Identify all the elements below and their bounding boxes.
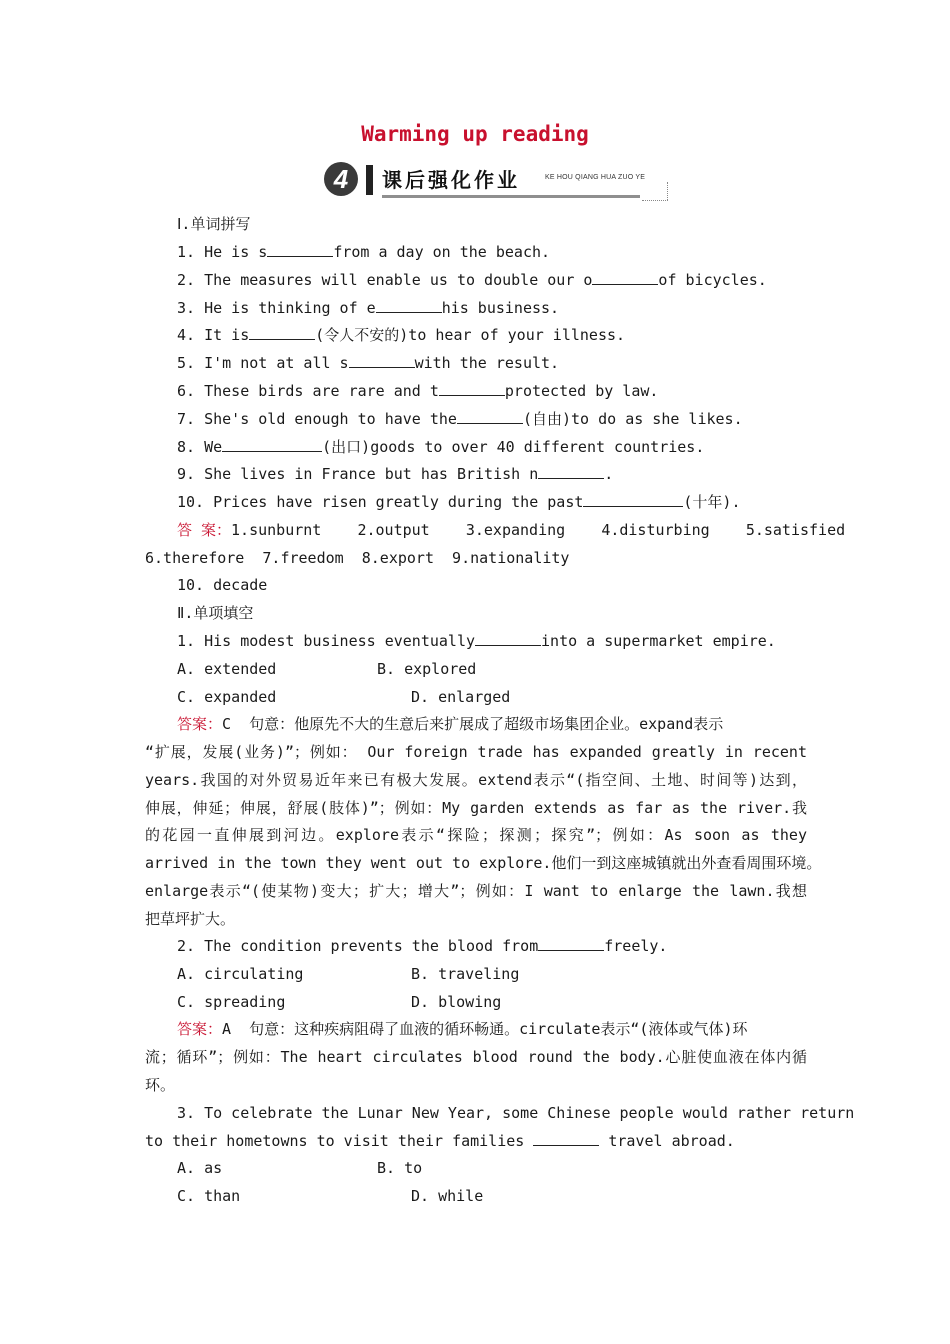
q1-explanation-line: years.我国的对外贸易近年来已有极大发展。extend表示“(指空间、土地、时间等)达到， xyxy=(145,771,807,789)
q3-option-c: C. than xyxy=(177,1187,241,1205)
answer-blank xyxy=(538,936,604,951)
vocab-item: 5. I'm not at all s with the result. xyxy=(177,354,560,372)
answer-blank xyxy=(222,437,322,452)
answer-label: 答案： xyxy=(177,1020,223,1038)
q1-option-d: D. enlarged xyxy=(411,688,511,706)
vocab-item: 10. Prices have risen greatly during the past (十年). xyxy=(177,493,741,511)
banner-dotted-corner xyxy=(642,194,668,201)
question-2: 2. The condition prevents the blood from freely. xyxy=(177,937,668,955)
section2-heading: Ⅱ.单项填空 xyxy=(177,604,254,622)
q2-option-a: A. circulating xyxy=(177,965,304,983)
vocab-item: 3. He is thinking of e his business. xyxy=(177,299,560,317)
section1-answers: 答 案：1.sunburnt 2.output 3.expanding 4.disturbing 5.satisfied xyxy=(177,521,846,539)
q3-option-d: D. while xyxy=(411,1187,484,1205)
page-title: Warming up reading xyxy=(361,122,589,146)
question-3-cont: to their hometowns to visit their families travel abroad. xyxy=(145,1132,735,1150)
vocab-item: 8. We (出口)goods to over 40 different countries. xyxy=(177,438,705,456)
banner-bar xyxy=(366,165,373,195)
vocab-item: 1. He is s from a day on the beach. xyxy=(177,243,551,261)
answer-blank xyxy=(538,464,604,479)
answer-blank xyxy=(267,242,333,257)
answer-blank xyxy=(533,1131,599,1146)
banner-pinyin: KE HOU QIANG HUA ZUO YE xyxy=(545,174,646,181)
answer-label: 答 案： xyxy=(177,521,232,539)
answer-blank xyxy=(475,631,541,646)
banner-number-badge: 4 xyxy=(324,162,358,196)
q3-option-a: A. as xyxy=(177,1159,223,1177)
q1-explanation-line: 伸展，伸延；伸展，舒展(肢体)”；例如：My garden extends as far as the river.我 xyxy=(145,799,807,817)
q2-option-b: B. traveling xyxy=(411,965,520,983)
q1-explanation-line: 的花园一直伸展到河边。explore表示“探险；探测；探究”；例如：As soon as they xyxy=(145,826,807,844)
answer-blank xyxy=(583,492,683,507)
section1-heading: Ⅰ.单词拼写 xyxy=(177,215,251,233)
answer-blank xyxy=(376,298,442,313)
section1-answers-cont: 6.therefore 7.freedom 8.export 9.nationality xyxy=(145,549,570,567)
q1-explanation-line: “扩展，发展(业务)”；例如： Our foreign trade has expanded greatly in recent xyxy=(145,743,807,761)
question-1: 1. His modest business eventually into a supermarket empire. xyxy=(177,632,776,650)
q1-option-b: B. explored xyxy=(377,660,477,678)
answer-blank xyxy=(439,381,505,396)
q2-explanation-line: 流；循环”；例如：The heart circulates blood round the body.心脏使血液在体内循 xyxy=(145,1048,807,1066)
vocab-item: 4. It is (令人不安的)to hear of your illness. xyxy=(177,326,626,344)
question-3: 3. To celebrate the Lunar New Year, some Chinese people would rather return xyxy=(177,1104,855,1122)
vocab-item: 7. She's old enough to have the (自由)to do as she likes. xyxy=(177,410,743,428)
q2-explanation-line: 环。 xyxy=(145,1076,176,1094)
q2-option-d: D. blowing xyxy=(411,993,502,1011)
answer-blank xyxy=(249,325,315,340)
q1-option-c: C. expanded xyxy=(177,688,277,706)
q2-explanation: 答案：A 句意：这种疾病阻碍了血液的循环畅通。circulate表示“(液体或气体)环 xyxy=(177,1020,748,1038)
banner-label: 课后强化作业 xyxy=(382,168,520,192)
q2-option-c: C. spreading xyxy=(177,993,286,1011)
vocab-item: 9. She lives in France but has British n . xyxy=(177,465,614,483)
answer-label: 答案： xyxy=(177,715,223,733)
q1-explanation-line: enlarge表示“(使某物)变大；扩大；增大”；例如：I want to enlarge the lawn.我想 xyxy=(145,882,807,900)
section1-answers-cont: 10. decade xyxy=(177,576,268,594)
vocab-item: 6. These birds are rare and t protected by law. xyxy=(177,382,659,400)
q1-explanation: 答案：C 句意：他原先不大的生意后来扩展成了超级市场集团企业。expand表示 xyxy=(177,715,724,733)
vocab-item: 2. The measures will enable us to double our o of bicycles. xyxy=(177,271,767,289)
q3-option-b: B. to xyxy=(377,1159,423,1177)
q1-explanation-line: 把草坪扩大。 xyxy=(145,910,236,928)
q1-explanation-line: arrived in the town they went out to explore.他们一到这座城镇就出外查看周围环境。 xyxy=(145,854,822,872)
answer-blank xyxy=(592,270,658,285)
section-banner xyxy=(320,158,670,202)
answer-blank xyxy=(349,353,415,368)
q1-options-ab: A. extended xyxy=(177,660,277,678)
answer-blank xyxy=(457,409,523,424)
banner-underline xyxy=(382,195,640,198)
